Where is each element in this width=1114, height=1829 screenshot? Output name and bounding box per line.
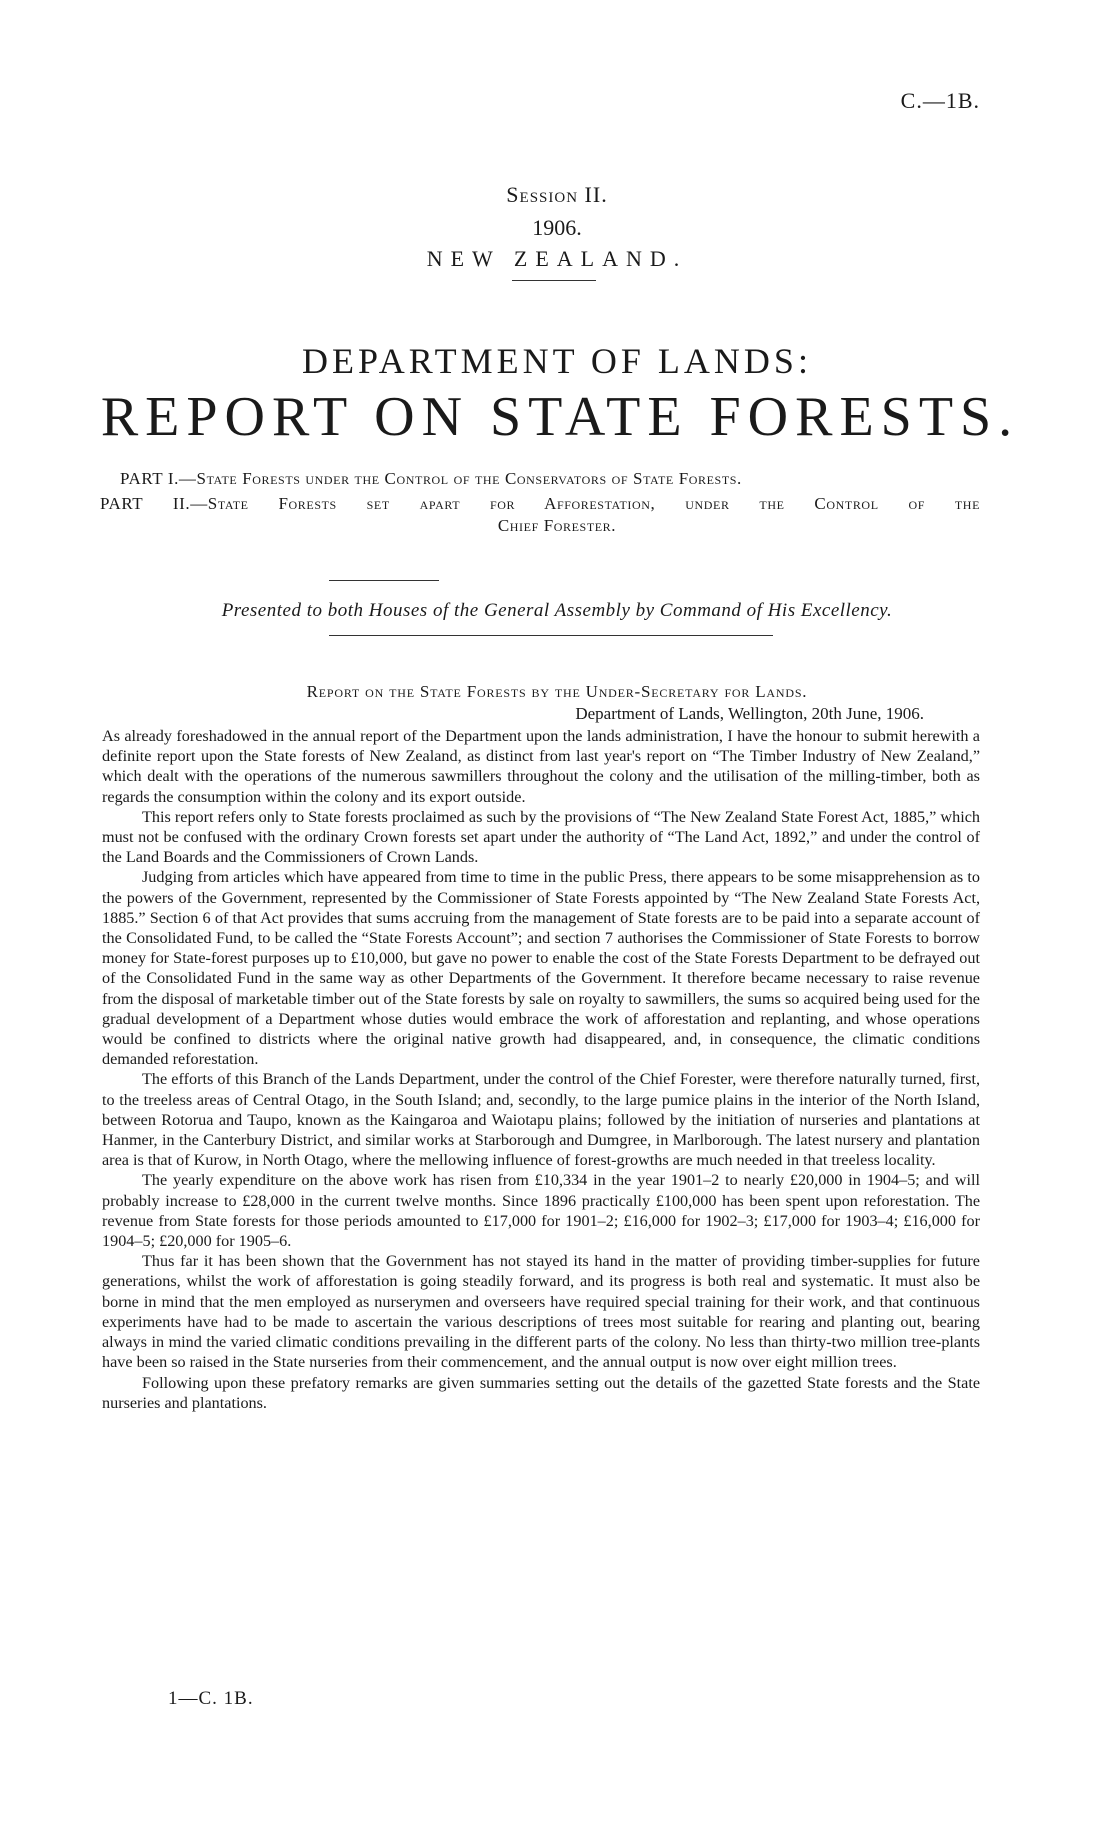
header-divider (512, 280, 596, 281)
paragraph: Following upon these prefatory remarks are given summaries setting out the details of the gazetted State forests and the State nurseries and plantations. (102, 1373, 980, 1412)
paragraph: This report refers only to State forests proclaimed as such by the provisions of “The New Zealand State Forest Act, 1885,” which must not be confused with the ordinary Crown forests set apart under the authority of “The Land Act, 1892,” and under the control of the Land Boards and the Commissioners of Crown Lands. (102, 807, 980, 867)
report-body (102, 726, 980, 1413)
part-one-line: PART I.—State Forests under the Control of the Conservators of State Forests. (120, 469, 742, 488)
report-heading: Report on the State Forests by the Under-Secretary for Lands. (306, 682, 808, 701)
paragraph: Thus far it has been shown that the Government has not stayed its hand in the matter of providing timber-supplies for future generations, whilst the work of afforestation is going steadily forward, and its progress is both real and systematic. It must also be borne in mind that the men employed as nurserymen and overseers have required special training for their work, and that continuous experiments have had to be made to ascertain the various descriptions of trees most suitable for rearing and planting out, bearing always in mind the varied climatic conditions prevailing in the different parts of the colony. No less than thirty-two million tree-plants have been so raised in the State nurseries from their commencement, and the annual output is now over eight million trees. (102, 1252, 980, 1372)
document-reference: C.—1B. (900, 88, 980, 113)
country-label: NEW ZEALAND. (426, 246, 688, 271)
department-title: DEPARTMENT OF LANDS: (302, 341, 812, 381)
dateline: Department of Lands, Wellington, 20th June, 1906. (575, 704, 924, 723)
part-two-line: PART II.—State Forests set apart for Afforestation, under the Control of the (100, 494, 980, 513)
year-label: 1906. (532, 215, 582, 240)
report-title: REPORT ON STATE FORESTS. (100, 386, 1020, 448)
paragraph: The yearly expenditure on the above work has risen from £10,334 in the year 1901–2 to nearly £20,000 in 1904–5; and will probably increase to £28,000 in the current twelve months. Since 1896 practically £100,000 has been spent upon reforestation. The revenue from State forests for those periods amounted to £17,000 for 1901–2; £16,000 for 1902–3; £17,000 for 1903–4; £16,000 for 1904–5; £20,000 for 1905–6. (102, 1171, 980, 1251)
footer-reference: 1—C. 1B. (168, 1688, 254, 1709)
paragraph: As already foreshadowed in the annual report of the Department upon the lands administration, I have the honour to submit herewith a definite report upon the State forests of New Zealand, as distinct from last year's report on “The Timber Industry of New Zealand,” which dealt with the operations of the numerous sawmillers throughout the colony and the utilisation of the milling-timber, both as regards the consumption within the colony and its export outside. (102, 727, 980, 806)
paragraph: The efforts of this Branch of the Lands Department, under the control of the Chief Forester, were therefore naturally turned, first, to the treeless areas of Central Otago, in the South Island; and, secondly, to the large pumice plains in the interior of the North Island, between Rotorua and Taupo, known as the Kaingaroa and Waiotapu plains; followed by the initiation of nurseries and plantations at Hanmer, in the Canterbury District, and similar works at Starborough and Dumgree, in Marlborough. The latest nursery and plantation area is that of Kurow, in North Otago, where the mellowing influence of forest-growths are much needed in that treeless locality. (102, 1070, 980, 1170)
presented-divider (329, 635, 773, 636)
paragraph: Judging from articles which have appeared from time to time in the public Press, there appears to be some misapprehension as to the powers of the Government, represented by the Commissioner of State Forests appointed by “The New Zealand State Forests Act, 1885.” Section 6 of that Act provides that sums accruing from the management of State forests are to be paid into a separate account of the Consolidated Fund, to be called the “State Forests Account”; and section 7 authorises the Commissioner of State Forests to borrow money for State-forest purposes up to £10,000, but gave no power to enable the cost of the State Forests Department to be defrayed out of the Consolidated Fund in the same way as other Departments of the Government. It therefore became necessary to raise revenue from the disposal of marketable timber out of the State forests by sale on royalty to sawmillers, the sums so acquired being used for the gradual development of a Department whose duties would embrace the work of afforestation and replanting, and whose operations would be confined to districts where the original native growth had disappeared, and, in consequence, the climatic conditions demanded reforestation. (102, 868, 980, 1069)
part-two-continuation: Chief Forester. (497, 516, 617, 535)
session-label: Session II. (506, 182, 608, 207)
section-divider (329, 580, 439, 581)
presented-line: Presented to both Houses of the General Assembly by Command of His Excellency. (221, 600, 893, 621)
